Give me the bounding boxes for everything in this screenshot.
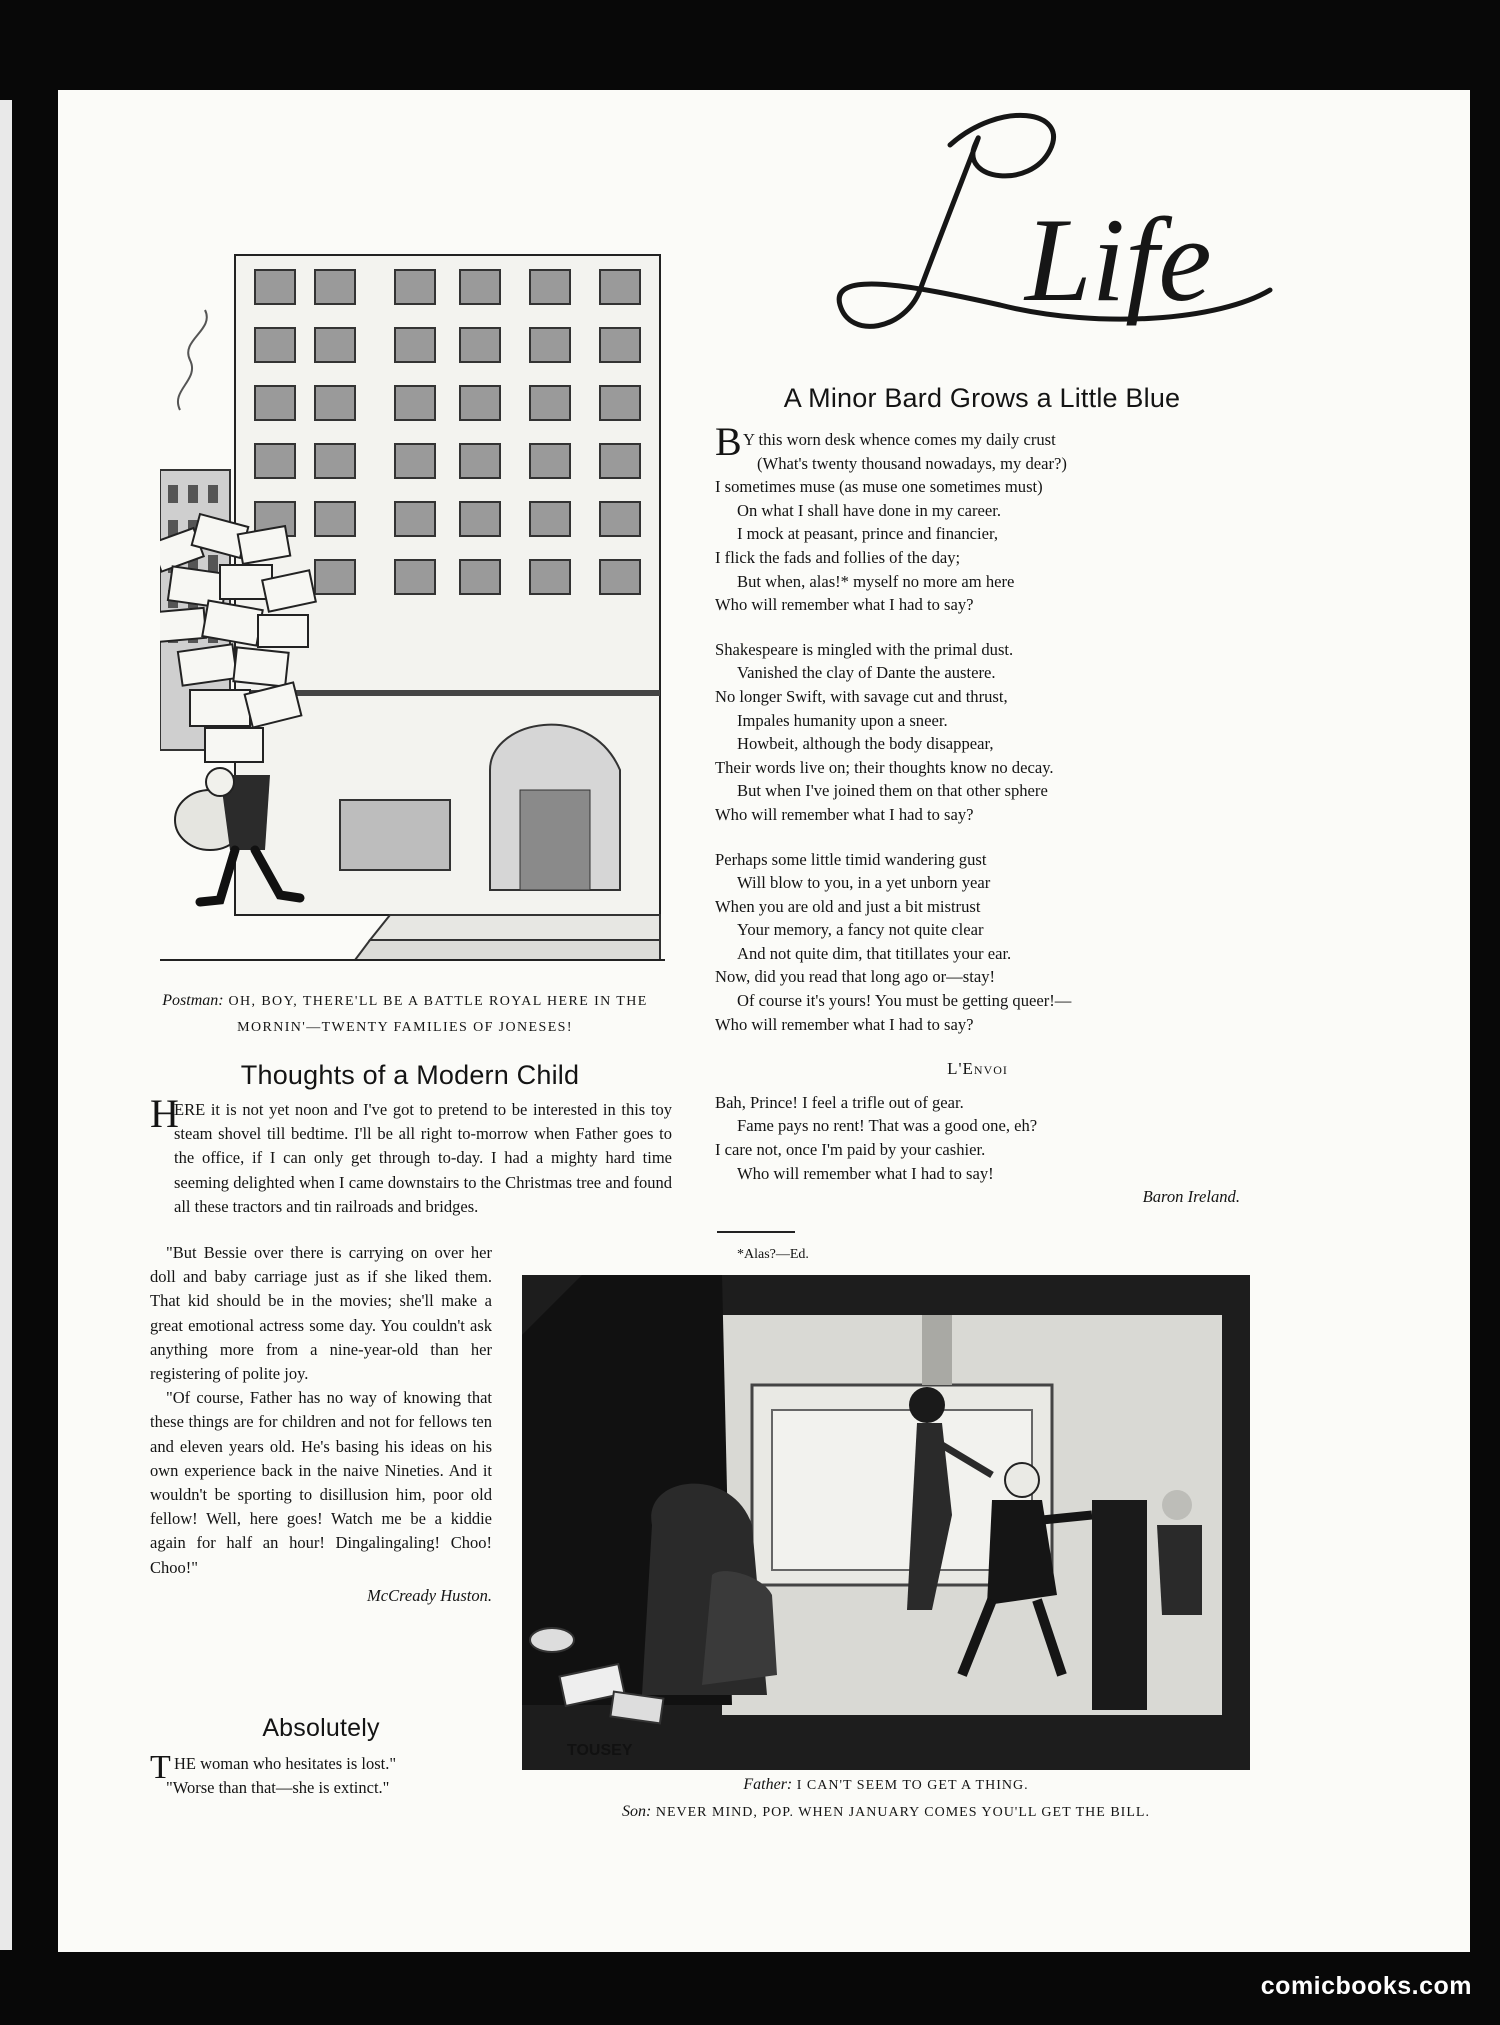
poem-line: Bah, Prince! I feel a trifle out of gear. [715,1092,964,1112]
poem-line: Who will remember what I had to say! [737,1163,994,1183]
poem-envoi [715,1091,1240,1185]
child-author: McCready Huston. [367,1585,492,1605]
postman-caption [130,988,680,1041]
caption-text: OH, BOY, THERE'LL BE A BATTLE ROYAL HERE IN THE MORNIN'—TWENTY FAMILIES OF JONESES! [228,994,648,1035]
poem-stanza-2 [715,638,1240,827]
poem-line: When you are old and just a bit mistrust [715,896,981,916]
poem-line: But when, alas!* myself no more am here [737,571,1015,591]
caption-speaker: Father: [743,1776,793,1793]
child-title: Thoughts of a Modern Child [240,1060,580,1090]
child-paragraph-1 [150,1091,672,1219]
poem-title-block [712,383,1252,414]
poem-line: Their words live on; their thoughts know no decay. [715,757,1054,777]
poem-stanza-1 [715,419,1240,617]
poem-footnote: *Alas?—Ed. [737,1246,809,1262]
poem-line: Your memory, a fancy not quite clear [737,920,984,940]
poem-body [715,419,1240,1266]
poem-line: Shakespeare is mingled with the primal dust. [715,639,1014,659]
child-p1 [150,1091,672,1219]
caption-line-father [522,1772,1250,1799]
poem-line: Vanished the clay of Dante the austere. [737,663,996,683]
poem-line: I flick the fads and follies of the day; [715,547,961,567]
poem-line-text: Y this worn desk whence comes my daily crust [743,430,1056,449]
absolutely-p2: "Worse than that—she is extinct." [166,1778,390,1798]
envoi-heading: L'Envoi [947,1059,1008,1079]
artist-signature: TOUSEY [567,1742,633,1759]
caption-speaker: Postman: [162,992,224,1009]
life-masthead-logo [800,90,1300,350]
caption-line-son [522,1799,1250,1826]
poem-line: (What's twenty thousand nowadays, my dear?) [757,453,1067,473]
absolutely-p1-text: HE woman who hesitates is lost." [174,1754,397,1773]
poem-line: No longer Swift, with savage cut and thrust, [715,686,1008,706]
poem-line: Will blow to you, in a yet unborn year [737,873,991,893]
child-p2: "But Bessie over there is carrying on over her doll and baby carriage just as if she liked them. That kid should be in the movies; she'll make a great emotional actress some day. You couldn't ask anything more from a nine-year-old than her registering of polite joy. [150,1243,492,1384]
poem-line: Impales humanity upon a sneer. [737,710,948,730]
father-radio-illustration [522,1275,1250,1770]
absolutely-title: Absolutely [262,1714,380,1742]
masthead-title: Life [1025,193,1212,326]
poem-line: Howbeit, although the body disappear, [737,734,994,754]
poem-line: But when I've joined them on that other sphere [737,781,1048,801]
child-p1-text: ERE it is not yet noon and I've got to pretend to be interested in this toy steam shovel till bedtime. I'll be all right to-morrow when Father goes to the office, if I can only get through to-day. I had a mighty hard time seeming delighted when I came downstairs to the Christmas tree and found all these tractors and tin railroads and bridges. [174,1100,672,1216]
adjacent-page-edge [0,100,12,1950]
child-p3: "Of course, Father has no way of knowing that these things are for children and not for fellows ten and eleven years old. He's basing his ideas on his own experience back in the naive Nineties. And it wouldn't be sporting to disillusion him, poor old fellow! Well, here goes! Watch me be a kiddie again for half an hour! Dingalingaling! Choo! Choo!" [150,1388,492,1577]
poem-line: And not quite dim, that titillates your ear. [737,943,1012,963]
radio-caption [522,1772,1250,1826]
poem-line: Now, did you read that long ago or—stay! [715,967,996,987]
footnote-rule [717,1231,795,1233]
poem-line: I sometimes muse (as muse one sometimes must) [715,477,1043,497]
site-watermark: comicbooks.com [1260,1972,1472,2000]
poem-line: Fame pays no rent! That was a good one, eh? [737,1116,1038,1136]
caption-speaker: Son: [622,1803,652,1820]
absolutely-body [150,1749,492,1800]
poem-line: I care not, once I'm paid by your cashier. [715,1140,986,1160]
poem-line: Perhaps some little timid wandering gust [715,849,987,869]
child-column [150,1241,492,1608]
poem-stanza-3 [715,848,1240,1037]
poem-line: Of course it's yours! You must be getting queer!— [737,991,1072,1011]
poem-line: Who will remember what I had to say? [715,804,974,824]
poem-line: I mock at peasant, prince and financier, [737,524,999,544]
poem-line: On what I shall have done in my career. [737,500,1002,520]
caption-text: I CAN'T SEEM TO GET A THING. [796,1778,1029,1793]
child-title-block [150,1060,670,1091]
poem-title: A Minor Bard Grows a Little Blue [783,383,1181,413]
absolutely-title-block [150,1714,492,1743]
caption-text: NEVER MIND, POP. WHEN JANUARY COMES YOU'LL GET THE BILL. [655,1805,1150,1820]
poem-line: Who will remember what I had to say? [715,595,974,615]
absolutely-p1 [150,1749,492,1786]
postman-building-illustration [160,250,665,980]
poem-author: Baron Ireland. [1142,1187,1240,1207]
child-dropcap: H [150,1091,179,1136]
poem-line: Who will remember what I had to say? [715,1014,974,1034]
poem-dropcap: B [715,419,742,464]
absolutely-dropcap: T [150,1749,171,1786]
